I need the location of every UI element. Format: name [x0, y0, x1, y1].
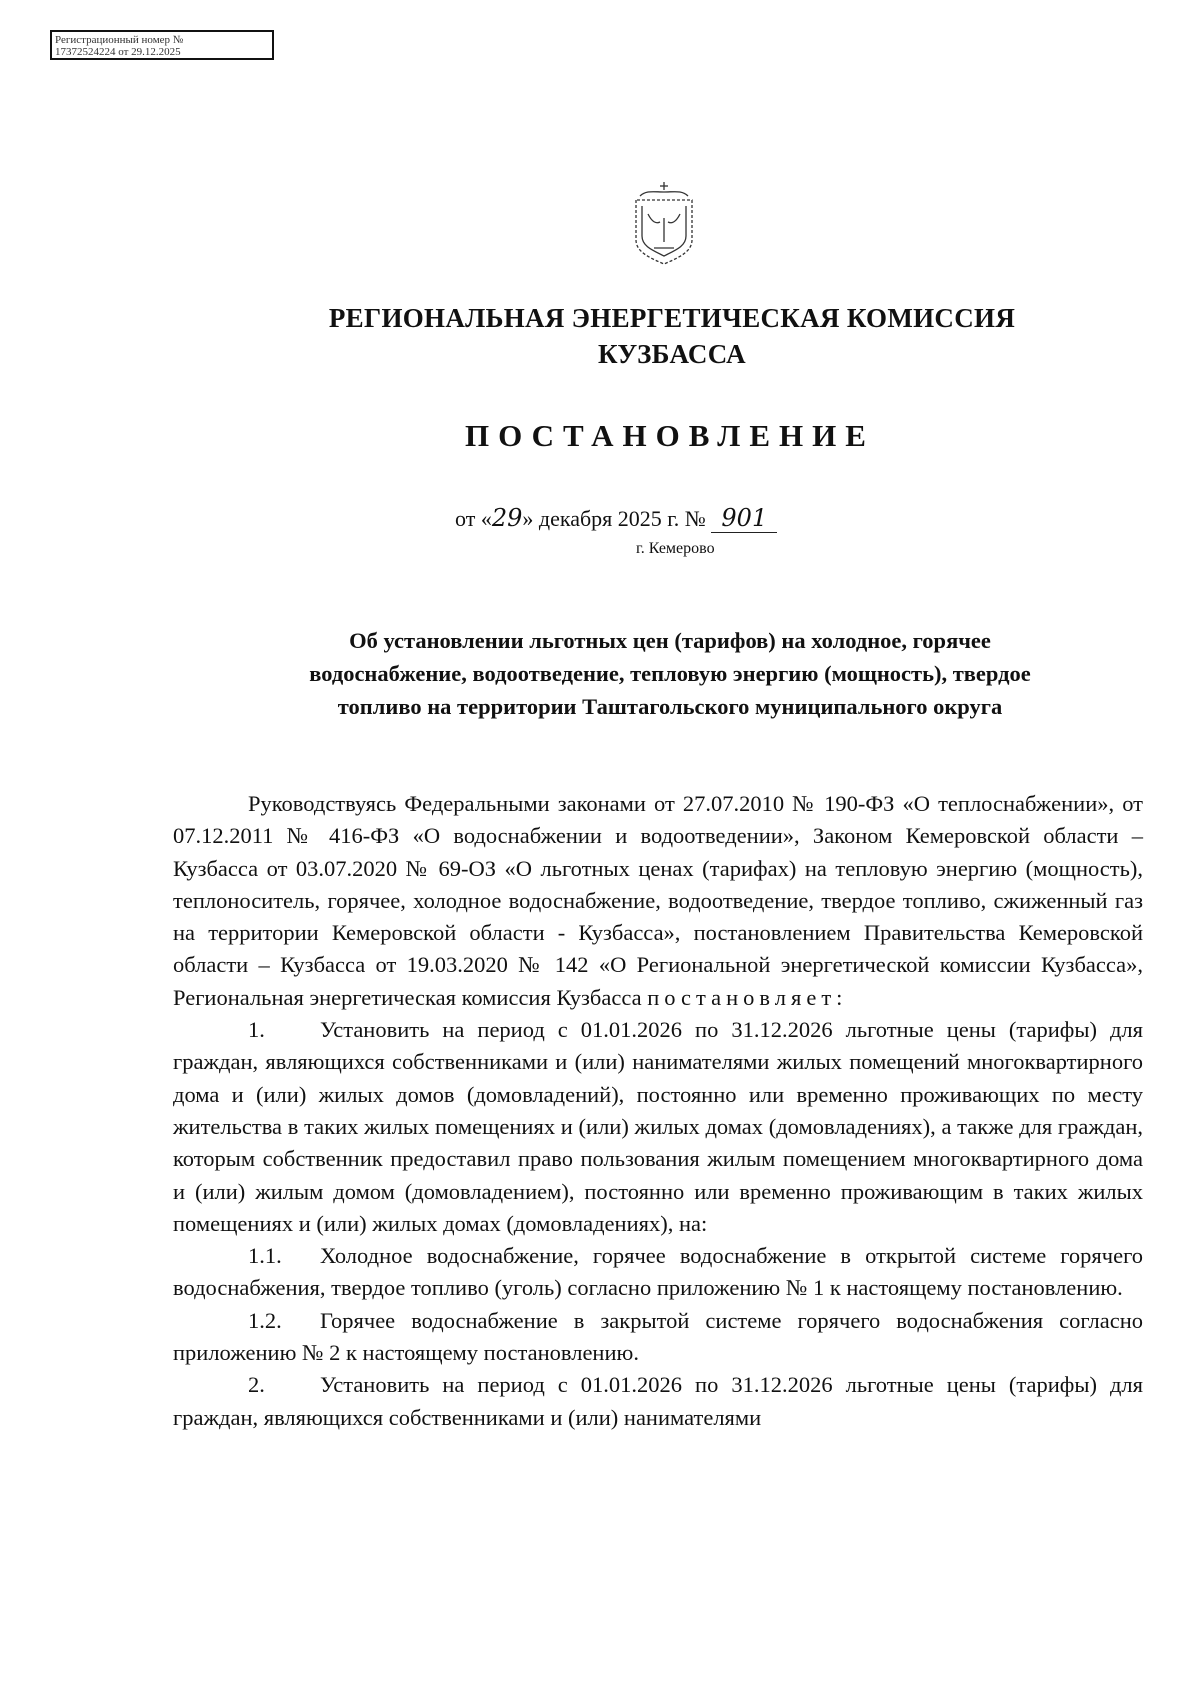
- clause-1-2-number: 1.2.: [248, 1307, 282, 1333]
- date-middle: » декабря 2025 г. №: [522, 506, 706, 531]
- clause-2-text: Установить на период с 01.01.2026 по 31.12.2026 льготные цены (тарифы) для граждан, являющихся собственниками и (или) нанимателями: [173, 1372, 1143, 1430]
- organization-name-line1: РЕГИОНАЛЬНАЯ ЭНЕРГЕТИЧЕСКАЯ КОМИССИЯ: [328, 303, 1016, 333]
- date-day: 29: [491, 504, 523, 532]
- document-number: 901: [711, 504, 777, 533]
- resolves-word: постановляет:: [647, 984, 848, 1010]
- clause-1-1-text: Холодное водоснабжение, горячее водоснабжение в открытой системе горячего водоснабжения, твердое топливо (уголь) согласно приложению № 1 к настоящему постановлению.: [173, 1243, 1143, 1301]
- clause-1-number: 1.: [248, 1017, 265, 1043]
- subject-line3: топливо на территории Таштагольского муниципального округа: [337, 694, 1003, 719]
- registration-number: 17372524224 от 29.12.2025: [55, 46, 181, 58]
- registration-stamp: [50, 30, 274, 60]
- subject-line2: водоснабжение, водоотведение, тепловую энергию (мощность), твердое: [309, 661, 1031, 686]
- clause-1-1-number: 1.1.: [248, 1243, 282, 1269]
- clause-2-number: 2.: [248, 1372, 265, 1398]
- date-line: [455, 504, 777, 533]
- clause-1-text: Установить на период с 01.01.2026 по 31.12.2026 льготные цены (тарифы) для граждан, являющихся собственниками и (или) нанимателями жилых помещений многоквартирного дома и (или) жилых домов (домовладений), постоянно или временно проживающих по месту жительства в таких жилых помещениях и (или) жилых домах (домовладениях), а также для граждан, которым собственник предоставил право пользования жилым помещением многоквартирного дома и (или) жилым домом (домовладением), постоянно или временно проживающим в таких жилых помещениях и (или) жилых домах (домовладениях), на:: [173, 1017, 1143, 1236]
- registration-label: Регистрационный номер №: [55, 34, 184, 46]
- coat-of-arms-icon: [626, 178, 702, 268]
- clause-2: [173, 1369, 1143, 1434]
- document-type: ПОСТАНОВЛЕНИЕ: [465, 418, 875, 453]
- city: г. Кемерово: [636, 540, 715, 557]
- clause-1-2: [173, 1305, 1143, 1370]
- date-prefix: от «: [455, 506, 492, 531]
- organization-name: [0, 300, 1200, 372]
- preamble-text: Руководствуясь Федеральными законами от 27.07.2010 № 190-ФЗ «О теплоснабжении», от 07.12.2011 № 416-ФЗ «О водоснабжении и водоотведении», Законом Кемеровской области – Кузбасса от 03.07.2020 № 69-ОЗ «О льготных ценах (тарифах) на тепловую энергию (мощность), теплоноситель, горячее, холодное водоснабжение, водоотведение, твердое топливо, сжиженный газ на территории Кемеровской области - Кузбасса», постановлением Правительства Кемеровской области – Кузбасса от 19.03.2020 № 142 «О Региональной энергетической комиссии Кузбасса», Региональная энергетическая комиссия Кузбасса: [173, 791, 1143, 1010]
- organization-name-line2: КУЗБАССА: [598, 339, 746, 369]
- document-body: [173, 788, 1143, 1434]
- subject-line1: Об установлении льготных цен (тарифов) на холодное, горячее: [349, 628, 991, 653]
- clause-1-2-text: Горячее водоснабжение в закрытой системе горячего водоснабжения согласно приложению № 2 к настоящему постановлению.: [173, 1307, 1143, 1366]
- clause-1: [173, 1014, 1143, 1240]
- document-subject: [200, 624, 1140, 723]
- clause-1-1: [173, 1240, 1143, 1305]
- preamble-paragraph: [173, 788, 1143, 1014]
